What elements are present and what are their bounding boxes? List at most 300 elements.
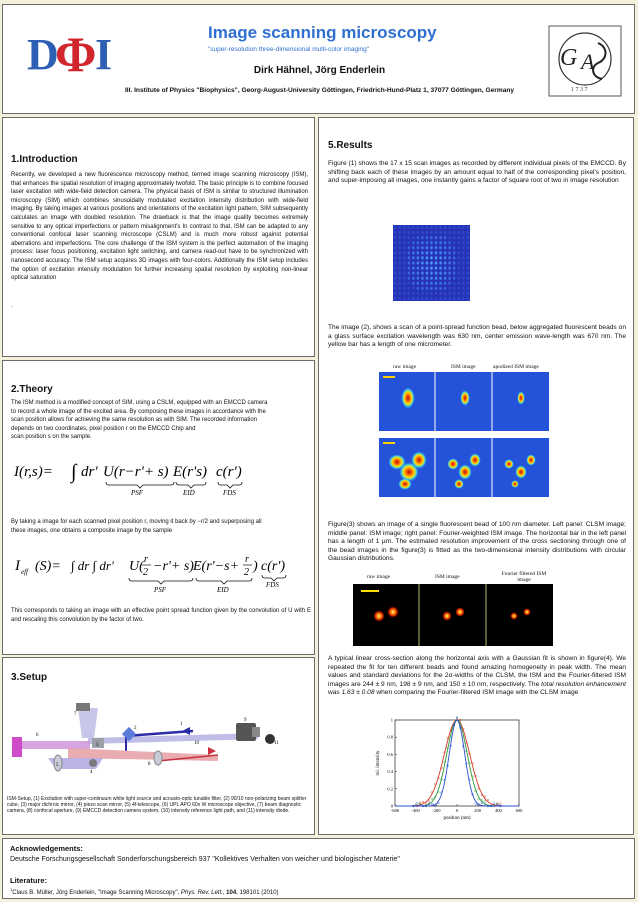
fig3-label-ism: ISM image (435, 574, 460, 580)
scan-tile (466, 246, 469, 249)
results-text-2: The image (2), shows a scan of a point-spread function bead, below aggregated fluorescent beads on a glass surface excitation wavelength was 630 nm, center emission wave-length was 670 nm. The yellow bar has a length of one micrometer. (328, 324, 626, 348)
scan-tile (457, 282, 460, 285)
scan-tile (430, 261, 433, 264)
scan-tile (435, 231, 438, 234)
scan-tile (462, 292, 465, 295)
figure-3 (353, 571, 553, 649)
scan-tile (399, 282, 402, 285)
scan-tile (417, 231, 420, 234)
scan-tile (394, 246, 397, 249)
scan-tile (412, 231, 415, 234)
scan-tile (394, 231, 397, 234)
scan-tile (408, 241, 411, 244)
scan-tile (430, 231, 433, 234)
scan-tile (430, 236, 433, 239)
eq2-U2: −r'+ s) (153, 559, 194, 574)
scan-tile (439, 261, 442, 264)
scan-tile (444, 251, 447, 254)
setup-panel (2, 657, 315, 835)
eq2-E: E(r'−s+ (193, 559, 239, 574)
scan-tile (417, 251, 420, 254)
svg-text:1 7 3 7: 1 7 3 7 (571, 87, 588, 93)
theory-text-3: This corresponds to taking an image with an effective point spread function given by the convolution of U with E and rescaling this convolution by the factor of two. (11, 608, 311, 623)
scan-tile (444, 246, 447, 249)
svg-text:7: 7 (74, 712, 77, 717)
x-tick-label: 0 (455, 808, 459, 813)
scan-tile (399, 272, 402, 275)
poster-subtitle: "super-resolution three-dimensional multi-color imaging" (208, 46, 370, 53)
scan-tile (466, 261, 469, 264)
scan-tile (466, 287, 469, 290)
scan-tile (412, 246, 415, 249)
figure-3-image (353, 584, 553, 646)
scan-tile (412, 272, 415, 275)
introduction-dot: . (11, 303, 13, 309)
scan-tile (453, 226, 456, 229)
y-tick-label: 0.8 (387, 734, 393, 740)
scan-tile (394, 256, 397, 259)
x-tick-label: 400 (494, 808, 502, 813)
scan-tile (408, 282, 411, 285)
scan-tile (466, 256, 469, 259)
scan-tile (439, 251, 442, 254)
scan-tile (466, 226, 469, 229)
scan-tile (448, 272, 451, 275)
scan-tile (448, 277, 451, 280)
scan-tile (444, 241, 447, 244)
scan-tile (448, 292, 451, 295)
eq2-lhs: I (15, 558, 20, 574)
scan-tile (448, 256, 451, 259)
scan-tile (462, 241, 465, 244)
scan-tile (435, 277, 438, 280)
scan-tile (435, 287, 438, 290)
figure-1-image (393, 225, 470, 301)
scan-tile (430, 297, 433, 300)
eq2-frac2-num: r (245, 554, 249, 565)
scan-tile (417, 277, 420, 280)
eq2-sub: eff (21, 568, 28, 576)
eq1-brace-psf (106, 482, 174, 488)
scan-tile (444, 287, 447, 290)
eq1-U: U(r−r'+ s) (103, 464, 169, 480)
theory-panel (2, 360, 315, 655)
scan-tile (417, 292, 420, 295)
scan-tile (399, 287, 402, 290)
y-axis-label: rel. intensity (376, 750, 381, 776)
scan-tile (462, 272, 465, 275)
scan-tile (408, 261, 411, 264)
scan-tile (403, 231, 406, 234)
svg-text:11: 11 (274, 741, 279, 746)
scan-tile (444, 226, 447, 229)
scan-tile (417, 226, 420, 229)
scan-tile (466, 292, 469, 295)
scan-tile (453, 272, 456, 275)
scan-tile (466, 241, 469, 244)
scan-tile (403, 282, 406, 285)
results-text-1: Figure (1) shows the 17 x 15 scan images as recorded by different individual pixels of the EMCCD. By shifting back each of these images by an amount equal to half of the corresponding pixel's position, and super-imposing all images, one instantly gains a factor of square root of two in image resolution (328, 160, 626, 184)
scan-tile (430, 292, 433, 295)
scan-tile (462, 246, 465, 249)
scan-tile (403, 266, 406, 269)
scan-tile (412, 297, 415, 300)
scan-tile (421, 231, 424, 234)
scan-tile (426, 246, 429, 249)
diagnostic-camera (76, 703, 90, 711)
eq2-psf-label: PSF (154, 586, 167, 594)
scan-tile (399, 266, 402, 269)
scan-tile (457, 251, 460, 254)
scan-tile (426, 272, 429, 275)
scan-tile (439, 297, 442, 300)
x-tick-label: -600 (390, 808, 400, 813)
scan-tile (426, 266, 429, 269)
scan-tile (430, 277, 433, 280)
scan-tile (439, 266, 442, 269)
scan-tile (403, 292, 406, 295)
svg-text:3: 3 (96, 743, 99, 748)
scan-tile (399, 246, 402, 249)
scan-tile (448, 241, 451, 244)
scan-tile (421, 241, 424, 244)
scan-tile (417, 297, 420, 300)
fig3-label-raw: raw image (367, 574, 391, 580)
scan-tile (399, 277, 402, 280)
scan-tile (448, 261, 451, 264)
scan-tile (403, 272, 406, 275)
scan-tile (462, 231, 465, 234)
scan-tile (426, 236, 429, 239)
scan-tile (412, 256, 415, 259)
scan-tile (421, 266, 424, 269)
fig2-label-ism: ISM image (451, 364, 476, 370)
theory-text-2: By taking a image for each scanned pixel position r, moving it back by −r/2 and superposing all these images, one obtains a composite image by the sample (11, 519, 262, 534)
svg-text:2: 2 (134, 726, 137, 731)
scan-tile (408, 236, 411, 239)
svg-text:D: D (27, 30, 59, 79)
scan-tile (394, 287, 397, 290)
scan-tile (399, 297, 402, 300)
scan-tile (453, 241, 456, 244)
scan-tile (444, 282, 447, 285)
scan-tile (448, 251, 451, 254)
scan-tile (444, 261, 447, 264)
results-text-4: A typical linear cross-section along the horizontal axis with a Gaussian fit is shown in figure(4). We repeated the fit for ten different beads and found amazing homogeneity in peak width. The mean values and standard deviations for the 2σ-widths of the CLSM, the ISM and the Fourier-filtered ISM images are 244 ± 9 nm, 198 ± 9 nm, and 150 ± 10 nm, respectively. The total resolution enhancement was 1.63 ± 0.08 when comparing the Fourier-filtered ISM image with the CLSM image (328, 655, 626, 696)
scan-tile (408, 226, 411, 229)
eq1-dr: dr' (81, 464, 98, 480)
scan-tile (412, 241, 415, 244)
scan-tile (435, 272, 438, 275)
svg-text:9: 9 (244, 718, 247, 723)
scan-tile (394, 251, 397, 254)
scan-tile (408, 256, 411, 259)
eq2-U: U( (129, 559, 144, 574)
scan-tile (453, 236, 456, 239)
theory-heading: 2.Theory (11, 384, 53, 395)
scan-tile (457, 292, 460, 295)
scan-tile (453, 266, 456, 269)
scan-tile (394, 236, 397, 239)
scan-tile (417, 287, 420, 290)
scan-tile (466, 272, 469, 275)
scan-tile (457, 297, 460, 300)
y-tick-label: 0.6 (387, 751, 393, 757)
scan-tile (435, 297, 438, 300)
scan-tile (421, 287, 424, 290)
figure-2 (379, 364, 549, 509)
scan-tile (417, 272, 420, 275)
header-panel (2, 4, 635, 114)
scan-tile (453, 251, 456, 254)
scan-tile (426, 297, 429, 300)
scan-tile (457, 256, 460, 259)
fig2-label-apodized: apodized ISM image (493, 364, 539, 370)
svg-text:8: 8 (148, 762, 151, 767)
eq2-c: c(r') (261, 559, 285, 574)
scan-tile (394, 266, 397, 269)
scan-tile (399, 226, 402, 229)
scan-tile (444, 236, 447, 239)
scan-tile (444, 256, 447, 259)
scan-tile (453, 292, 456, 295)
scan-tile (448, 287, 451, 290)
scan-tile (466, 282, 469, 285)
gaussian-profile-chart (371, 714, 541, 832)
eq2-eid-label: EID (217, 586, 229, 594)
scan-tile (417, 261, 420, 264)
authors: Dirk Hähnel, Jörg Enderlein (253, 65, 386, 76)
eq2-frac2-den: 2 (244, 567, 249, 578)
scan-tile (453, 277, 456, 280)
scan-tile (426, 256, 429, 259)
scan-tile (439, 277, 442, 280)
setup-heading: 3.Setup (11, 672, 48, 683)
scan-tile (417, 266, 420, 269)
scan-tile (435, 236, 438, 239)
y-tick-label: 0.4 (387, 769, 393, 775)
scan-tile (439, 256, 442, 259)
scan-tile (457, 272, 460, 275)
y-tick-label: 0.2 (387, 786, 393, 792)
scan-tile (399, 231, 402, 234)
eq2-arg: (S)= (35, 559, 61, 574)
scan-tile (417, 246, 420, 249)
scan-tile (408, 287, 411, 290)
eq1-brace-eid (176, 482, 206, 488)
poster-title: Image scanning microscopy (208, 23, 437, 42)
scan-tile (462, 261, 465, 264)
scan-tile (426, 282, 429, 285)
x-tick-label: 200 (474, 808, 482, 813)
scan-tile (453, 231, 456, 234)
acknowledgements-panel (2, 838, 635, 899)
scan-tile (430, 241, 433, 244)
introduction-heading: 1.Introduction (11, 154, 78, 165)
scan-tile (421, 282, 424, 285)
scan-tile (399, 236, 402, 239)
scan-tile (439, 272, 442, 275)
scan-tile (403, 256, 406, 259)
scan-tile (439, 236, 442, 239)
scan-tile (421, 256, 424, 259)
scan-tile (421, 261, 424, 264)
scan-tile (430, 272, 433, 275)
results-panel (318, 117, 634, 835)
scan-tile (462, 236, 465, 239)
scan-tile (412, 292, 415, 295)
scan-tile (408, 292, 411, 295)
eq1-c: c(r') (216, 464, 242, 480)
scan-tile (421, 292, 424, 295)
seal-icon (548, 25, 622, 97)
figure-4-chart (371, 714, 541, 832)
scan-tile (421, 272, 424, 275)
x-axis-label: position (nm) (443, 816, 471, 821)
scan-tile (430, 282, 433, 285)
scan-tile (426, 226, 429, 229)
scan-tile (394, 292, 397, 295)
eq1-E: E(r's) (173, 464, 208, 480)
scan-tile (412, 266, 415, 269)
scan-tile (412, 282, 415, 285)
scan-tile (453, 297, 456, 300)
scan-tile (457, 277, 460, 280)
eq1-fds-label: FDS (223, 489, 236, 496)
scan-tile (448, 236, 451, 239)
scan-tile (435, 266, 438, 269)
scan-tile (466, 266, 469, 269)
scan-tile (412, 277, 415, 280)
scan-tile (444, 292, 447, 295)
scan-tile (408, 246, 411, 249)
literature-reference: $^1$Claus B. Müller, Jörg Enderlein, "Image Scanning Microscopy", Phys. Rev. Lett., 104, 198101 (2010) (10, 887, 279, 896)
scan-tile (466, 251, 469, 254)
introduction-panel (2, 117, 315, 357)
eq2-fds-label: FDS (266, 581, 279, 589)
scan-tile (435, 261, 438, 264)
eq1-brace-fds (218, 482, 242, 488)
plot-area (395, 720, 519, 806)
scan-tile (457, 236, 460, 239)
results-text-3: Figure(3) shows an image of a single fluorescent bead of 100 nm diameter. Left panel: CLSM image; middle panel: ISM image; right panel: Fourier-weighted ISM image. The horizontal bar in the left panel has a length of 1 µm. The estimated resolution improvement of the cross sectioning through one of the bead images in the figure(3) is fitted as the two-dimensional intensity distributions with circular Gaussian distributions. (328, 521, 626, 562)
scan-tile (435, 251, 438, 254)
scan-tile (439, 246, 442, 249)
scan-tile (403, 287, 406, 290)
scan-tile (417, 241, 420, 244)
scan-tile (417, 282, 420, 285)
scan-tile (430, 251, 433, 254)
scan-tile (394, 241, 397, 244)
scan-tile (439, 226, 442, 229)
scan-tile (462, 226, 465, 229)
scan-tile (462, 266, 465, 269)
scan-tile (448, 282, 451, 285)
scan-tile (430, 226, 433, 229)
scan-tile (439, 282, 442, 285)
scan-tile (462, 297, 465, 300)
introduction-text: Recently, we developed a new fluorescence microscopy method, termed image scanning microscopy (ISM), that enhances the spatial resolution of imaging approximately twofold. The basic principle is to combine focused laser excitation with wide-field detection camera. The physical basis of ISM is similar to structured illumination microscopy (SIM) which combines sinusoidally modulated excitation intensity distribution with wide-field imaging. By taking images at various positions and orientations of the excitation light pattern, SIM subsequently calculates an image with doubled resolution. The drawback is that the image quality becomes extremely sensitive to any optical imperfections or pattern misalignment's In contrast to that, ISM can be adapted to any conventional confocal laser scanning microscope (CSLM) and is much more robust against potential aberrations and imperfections. The core challenge of the ISM system is the perfect automation of the imaging process: laser focus positioning, excitation light switching, and camera read-out have to be synchronized with nanosecond accuracy. The ISM setup acquires 3D images with four-colors. Additionally the ISM setup includes the option of excitation intensity modulation for further increasing spatial resolution by exploiting non-linear optical saturation (11, 172, 308, 282)
scan-tile (403, 236, 406, 239)
scan-tile (421, 236, 424, 239)
figure-2-image (379, 372, 549, 512)
scan-tile (466, 236, 469, 239)
x-tick-label: -200 (432, 808, 441, 813)
equation-1 (11, 456, 311, 496)
scan-tile (417, 236, 420, 239)
scan-tile (426, 261, 429, 264)
eq1-eid-label: EID (183, 489, 195, 496)
scan-tile (444, 297, 447, 300)
scan-tile (435, 282, 438, 285)
scan-tile (408, 266, 411, 269)
eq2-brace-psf (129, 578, 193, 584)
scan-tile (439, 231, 442, 234)
scan-tile (412, 251, 415, 254)
scan-tile (403, 277, 406, 280)
scan-tile (448, 246, 451, 249)
scan-tile (462, 277, 465, 280)
scan-tile (426, 241, 429, 244)
scan-tile (453, 256, 456, 259)
scan-tile (466, 231, 469, 234)
eq1-psf-label: PSF (131, 489, 144, 496)
scan-tile (462, 287, 465, 290)
scan-tile (457, 226, 460, 229)
scan-tile (444, 231, 447, 234)
scan-tile (403, 226, 406, 229)
scan-tile (403, 261, 406, 264)
scan-tile (457, 231, 460, 234)
scan-tile (417, 256, 420, 259)
scan-tile (453, 261, 456, 264)
scan-tile (462, 282, 465, 285)
objective (12, 737, 22, 757)
results-heading: 5.Results (328, 140, 373, 151)
scan-tile (394, 277, 397, 280)
scan-tile (403, 246, 406, 249)
scan-tile (421, 251, 424, 254)
scan-tile (408, 251, 411, 254)
svg-text:G: G (560, 45, 578, 71)
scan-tile (399, 251, 402, 254)
scan-tile (444, 272, 447, 275)
x-tick-label: -400 (411, 808, 420, 813)
scan-tile (444, 277, 447, 280)
scan-tile (435, 241, 438, 244)
scan-tile (448, 297, 451, 300)
setup-caption: ISM-Setup, (1) Excitation with super-continuum white light source and acousto-optic tunable filter, (2) 90/10 non-polarizing beam splitter cube, (3) major dichroic mirror, (4) piezo scan mirror, (5) 4f-telescope, (6) UPL APO 60x W microscope objective, (7) beam diagnostic camera, (8) confocal aperture, (9) EMCCD detection camera system, (10) intensity reference light path, and (11) intensity diode. (7, 796, 307, 814)
scan-tile (408, 297, 411, 300)
scan-tile (435, 256, 438, 259)
svg-text:4: 4 (90, 770, 93, 775)
scan-tile (426, 292, 429, 295)
ack-heading: Acknowledgements: (10, 844, 83, 853)
scan-tile (457, 261, 460, 264)
svg-text:10: 10 (194, 741, 199, 746)
scan-tile (421, 246, 424, 249)
fig3-label-fourier: Fourier filtered ISM image (501, 571, 547, 583)
scan-tile (426, 277, 429, 280)
scan-tile (394, 272, 397, 275)
scan-tile (435, 292, 438, 295)
eq2-integrals: ∫ dr ∫ dr' (71, 558, 114, 573)
scan-tile (439, 292, 442, 295)
affiliation: III. Institute of Physics "Biophysics", Georg-August-University Göttingen, Friedrich-Hund-Platz 1, 37077 Göttingen, Germany (124, 87, 515, 94)
scan-tile (462, 251, 465, 254)
scan-tile (394, 282, 397, 285)
scan-tile (403, 297, 406, 300)
